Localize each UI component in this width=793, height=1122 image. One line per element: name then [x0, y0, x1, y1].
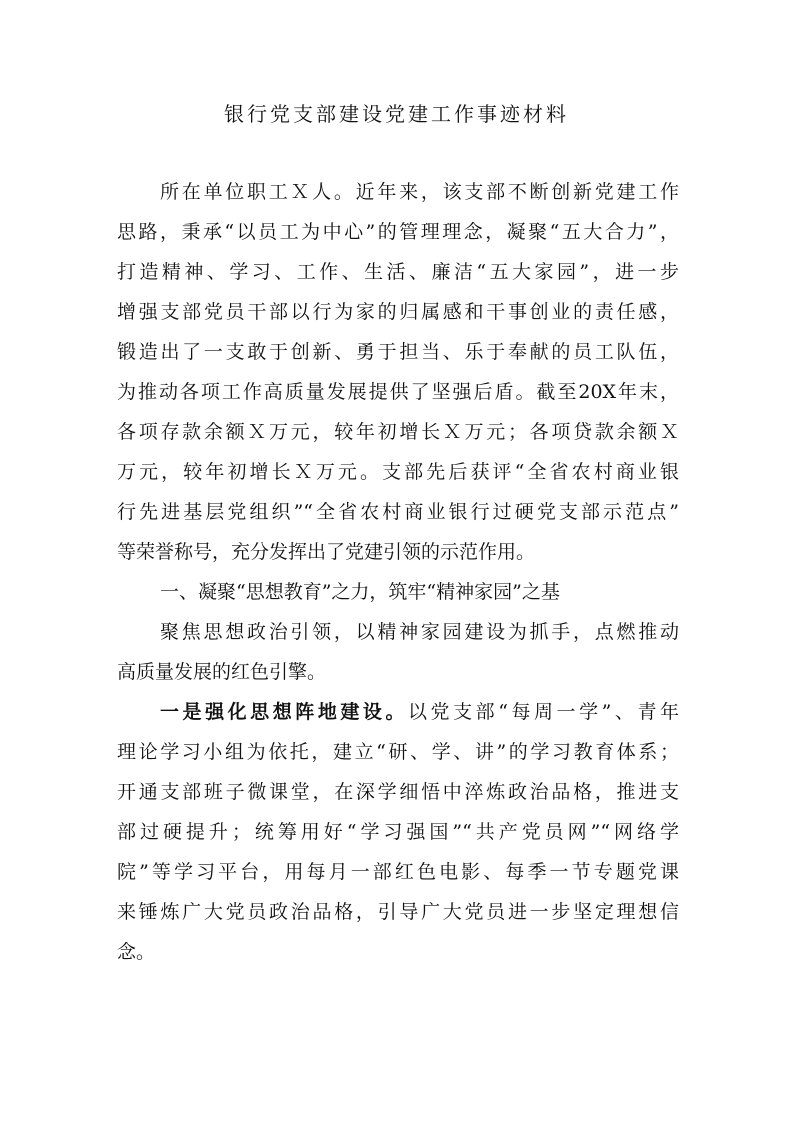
paragraph-line-with-lead [160, 698, 679, 726]
paragraph-line: 各项存款余额Ｘ万元，较年初增长Ｘ万元；各项贷款余额Ｘ [117, 421, 679, 443]
paragraph-line: 思路，秉承“以员工为中心”的管理理念，凝聚“五大合力”， [117, 221, 679, 243]
paragraph-line: 高质量发展的红色引擎。 [117, 661, 327, 683]
paragraph-line: 所在单位职工Ｘ人。近年来，该支部不断创新党建工作 [160, 181, 679, 203]
paragraph-line: 万元，较年初增长Ｘ万元。支部先后获评“全省农村商业银 [117, 461, 679, 483]
paragraph-line: 打造精神、学习、工作、生活、廉洁“五大家园”，进一步 [117, 261, 679, 283]
paragraph-line: 开通支部班子微课堂，在深学细悟中淬炼政治品格，推进支 [117, 781, 679, 803]
paragraph-line: 部过硬提升；统筹用好“学习强国”“共产党员网”“网络学 [117, 821, 679, 843]
paragraph-line: 聚焦思想政治引领，以精神家园建设为抓手，点燃推动 [160, 621, 679, 643]
paragraph-line: 院”等学习平台，用每月一部红色电影、每季一节专题党课 [117, 861, 679, 883]
paragraph-text: 以党支部“每周一学”、青年 [408, 701, 679, 723]
paragraph-line: 念。 [117, 941, 156, 963]
paragraph-line: 行先进基层党组织”“全省农村商业银行过硬党支部示范点” [117, 501, 679, 523]
document-title: 银行党支部建设党建工作事迹材料 [224, 102, 569, 126]
paragraph-line: 理论学习小组为依托，建立“研、学、讲”的学习教育体系； [117, 741, 679, 763]
section-heading: 一、凝聚“思想教育”之力，筑牢“精神家园”之基 [160, 581, 560, 603]
bold-lead-text: 一是强化思想阵地建设。 [160, 701, 409, 723]
paragraph-line: 增强支部党员干部以行为家的归属感和干事创业的责任感， [117, 301, 679, 323]
paragraph-line: 为推动各项工作高质量发展提供了坚强后盾。截至20X年末， [117, 381, 679, 403]
paragraph-line: 等荣誉称号，充分发挥出了党建引领的示范作用。 [117, 541, 536, 563]
paragraph-line: 来锤炼广大党员政治品格，引导广大党员进一步坚定理想信 [117, 901, 679, 923]
paragraph-line: 锻造出了一支敢于创新、勇于担当、乐于奉献的员工队伍， [117, 341, 679, 363]
